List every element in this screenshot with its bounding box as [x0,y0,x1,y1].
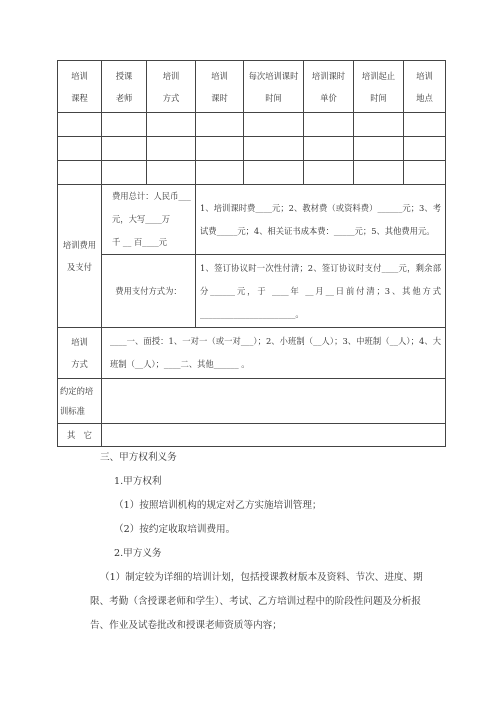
rights-title: 1.甲方权利 [114,476,162,487]
blank-row [58,137,446,161]
header-unit-price: 培训课时 单价 [304,61,354,113]
header-period: 培训起止 时间 [354,61,404,113]
fee-detail: 1、培训课时费____元；2、教材费（或资料费）______元；3、考试费_____元；4、相关证书成本费：_____元；5、其他费用元。 [196,185,446,255]
blank-row [58,161,446,185]
header-row [58,61,446,113]
other-label: 其 它 [58,424,102,447]
section-title: 三、甲方权利义务 [100,452,177,463]
mode-label: 培训 方式 [58,328,102,379]
mode-detail: ____一、面授：1、一对一（或一对___）；2、小班制（__人）；3、中班制（__人）；4、大班制（__人）；____二、其他______ 。 [102,328,446,379]
header-session-time: 每次培训课时 时间 [244,61,304,113]
header-course: 培训 课程 [58,61,102,113]
other-row [58,424,446,447]
header-location: 培训 地点 [404,61,446,113]
document-body [90,446,444,638]
fee-row [58,185,446,255]
header-teacher: 授课 老师 [102,61,147,113]
standard-row [58,379,446,424]
payment-label: 费用支付方式为： [102,255,196,328]
training-form-table [57,60,446,447]
header-method: 培训 方式 [147,61,196,113]
header-hours: 培训 课时 [196,61,244,113]
rights-item: （2）按约定收取培训费用。 [114,524,236,535]
payment-row [58,255,446,328]
duties-title: 2.甲方义务 [114,548,162,559]
duty-item: （1）制定较为详细的培训计划，包括授课教材版本及资料、节次、进度、期限、考勤（含授课老师和学生）、考试、乙方培训过程中的阶段性问题及分析报告、作业及试卷批改和授课老师资质等内容； [90,572,423,631]
standard-label: 约定的培训标准 [58,379,102,424]
payment-detail: 1、签订协议时一次性付清；2、签订协议时支付____元，剩余部分______元，于 ____年 __月__日前付清；3、其他方式_______________________。 [196,255,446,328]
mode-row [58,328,446,379]
blank-row [58,113,446,137]
fee-label: 培训费用 及支付 [58,185,102,328]
fee-total: 费用总计：人民币___ 元，大写____万 千 __ 百____元 [102,185,196,255]
rights-item: （1）按照培训机构的规定对乙方实施培训管理； [114,500,322,511]
